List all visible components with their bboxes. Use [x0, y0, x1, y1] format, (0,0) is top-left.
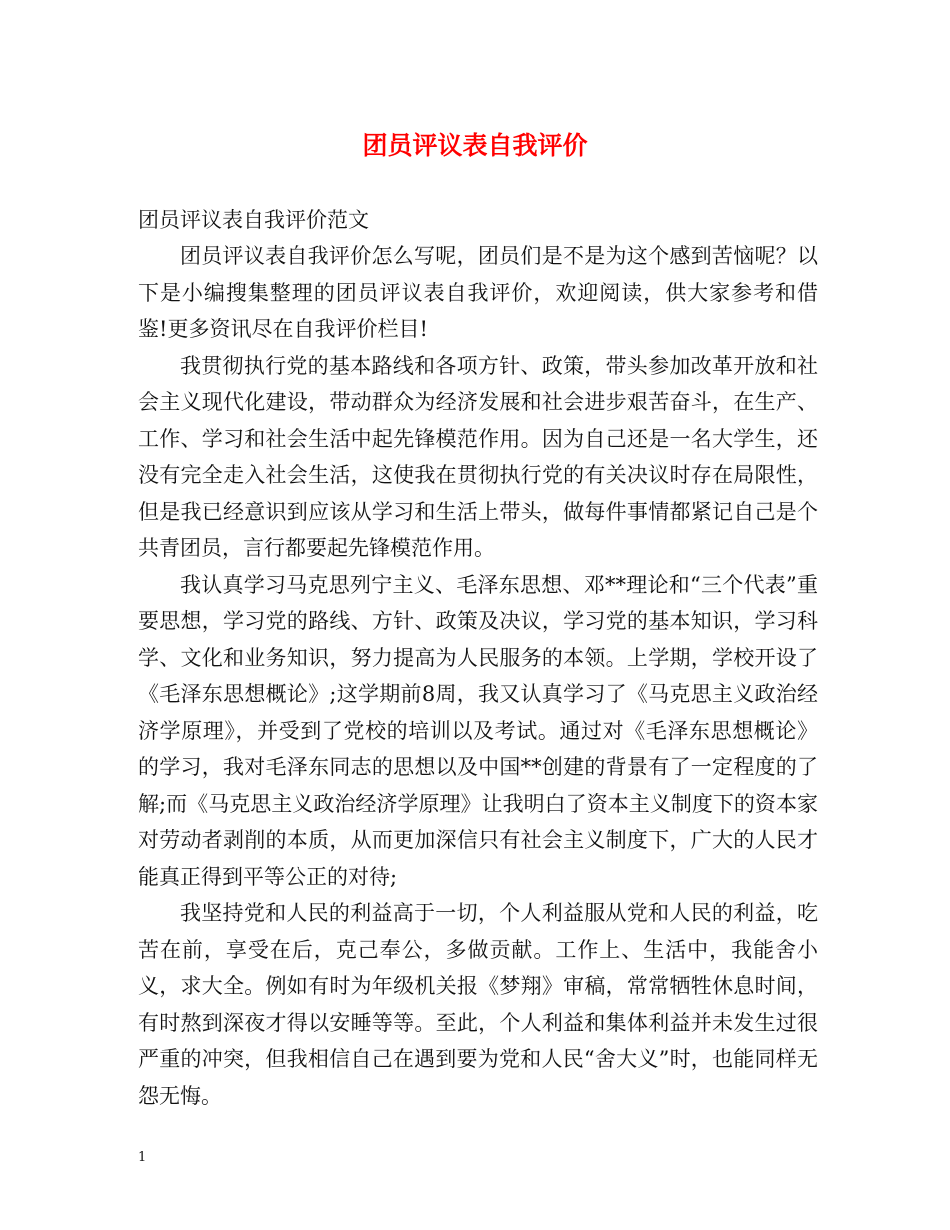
document-body — [138, 238, 818, 1114]
paragraph-party-line: 我贯彻执行党的基本路线和各项方针、政策，带头参加改革开放和社会主义现代化建设，带动群众为经济发展和社会进步艰苦奋斗，在生产、工作、学习和社会生活中起先锋模范作用。因为自己还是一名大学生，还没有完全走入社会生活，这使我在贯彻执行党的有关决议时存在局限性，但是我已经意识到应该从学习和生活上带头，做每件事情都紧记自己是个共青团员，言行都要起先锋模范作用。 — [138, 353, 818, 560]
document-subtitle: 团员评议表自我评价范文 — [138, 208, 369, 232]
paragraph-interests: 我坚持党和人民的利益高于一切，个人利益服从党和人民的利益，吃苦在前，享受在后，克己奉公，多做贡献。工作上、生活中，我能舍小义，求大全。例如有时为年级机关报《梦翔》审稿，常常牺牲休息时间，有时熬到深夜才得以安睡等等。至此，个人利益和集体利益并未发生过很严重的冲突，但我相信自己在遇到要为党和人民“舍大义”时，也能同样无怨无悔。 — [138, 901, 818, 1108]
paragraph-study: 我认真学习马克思列宁主义、毛泽东思想、邓**理论和“三个代表”重要思想，学习党的路线、方针、政策及决议，学习党的基本知识，学习科学、文化和业务知识，努力提高为人民服务的本领。上学期，学校开设了《毛泽东思想概论》;这学期前8周，我又认真学习了《马克思主义政治经济学原理》，并受到了党校的培训以及考试。通过对《毛泽东思想概论》的学习，我对毛泽东同志的思想以及中国**创建的背景有了一定程度的了解;而《马克思主义政治经济学原理》让我明白了资本主义制度下的资本家对劳动者剥削的本质，从而更加深信只有社会主义制度下，广大的人民才能真正得到平等公正的对待; — [138, 572, 818, 889]
page-number: 1 — [138, 1150, 147, 1165]
document-title: 团员评议表自我评价 — [362, 131, 588, 160]
paragraph-intro: 团员评议表自我评价怎么写呢，团员们是不是为这个感到苦恼呢？以下是小编搜集整理的团员评议表自我评价，欢迎阅读，供大家参考和借鉴!更多资讯尽在自我评价栏目! — [138, 244, 818, 341]
